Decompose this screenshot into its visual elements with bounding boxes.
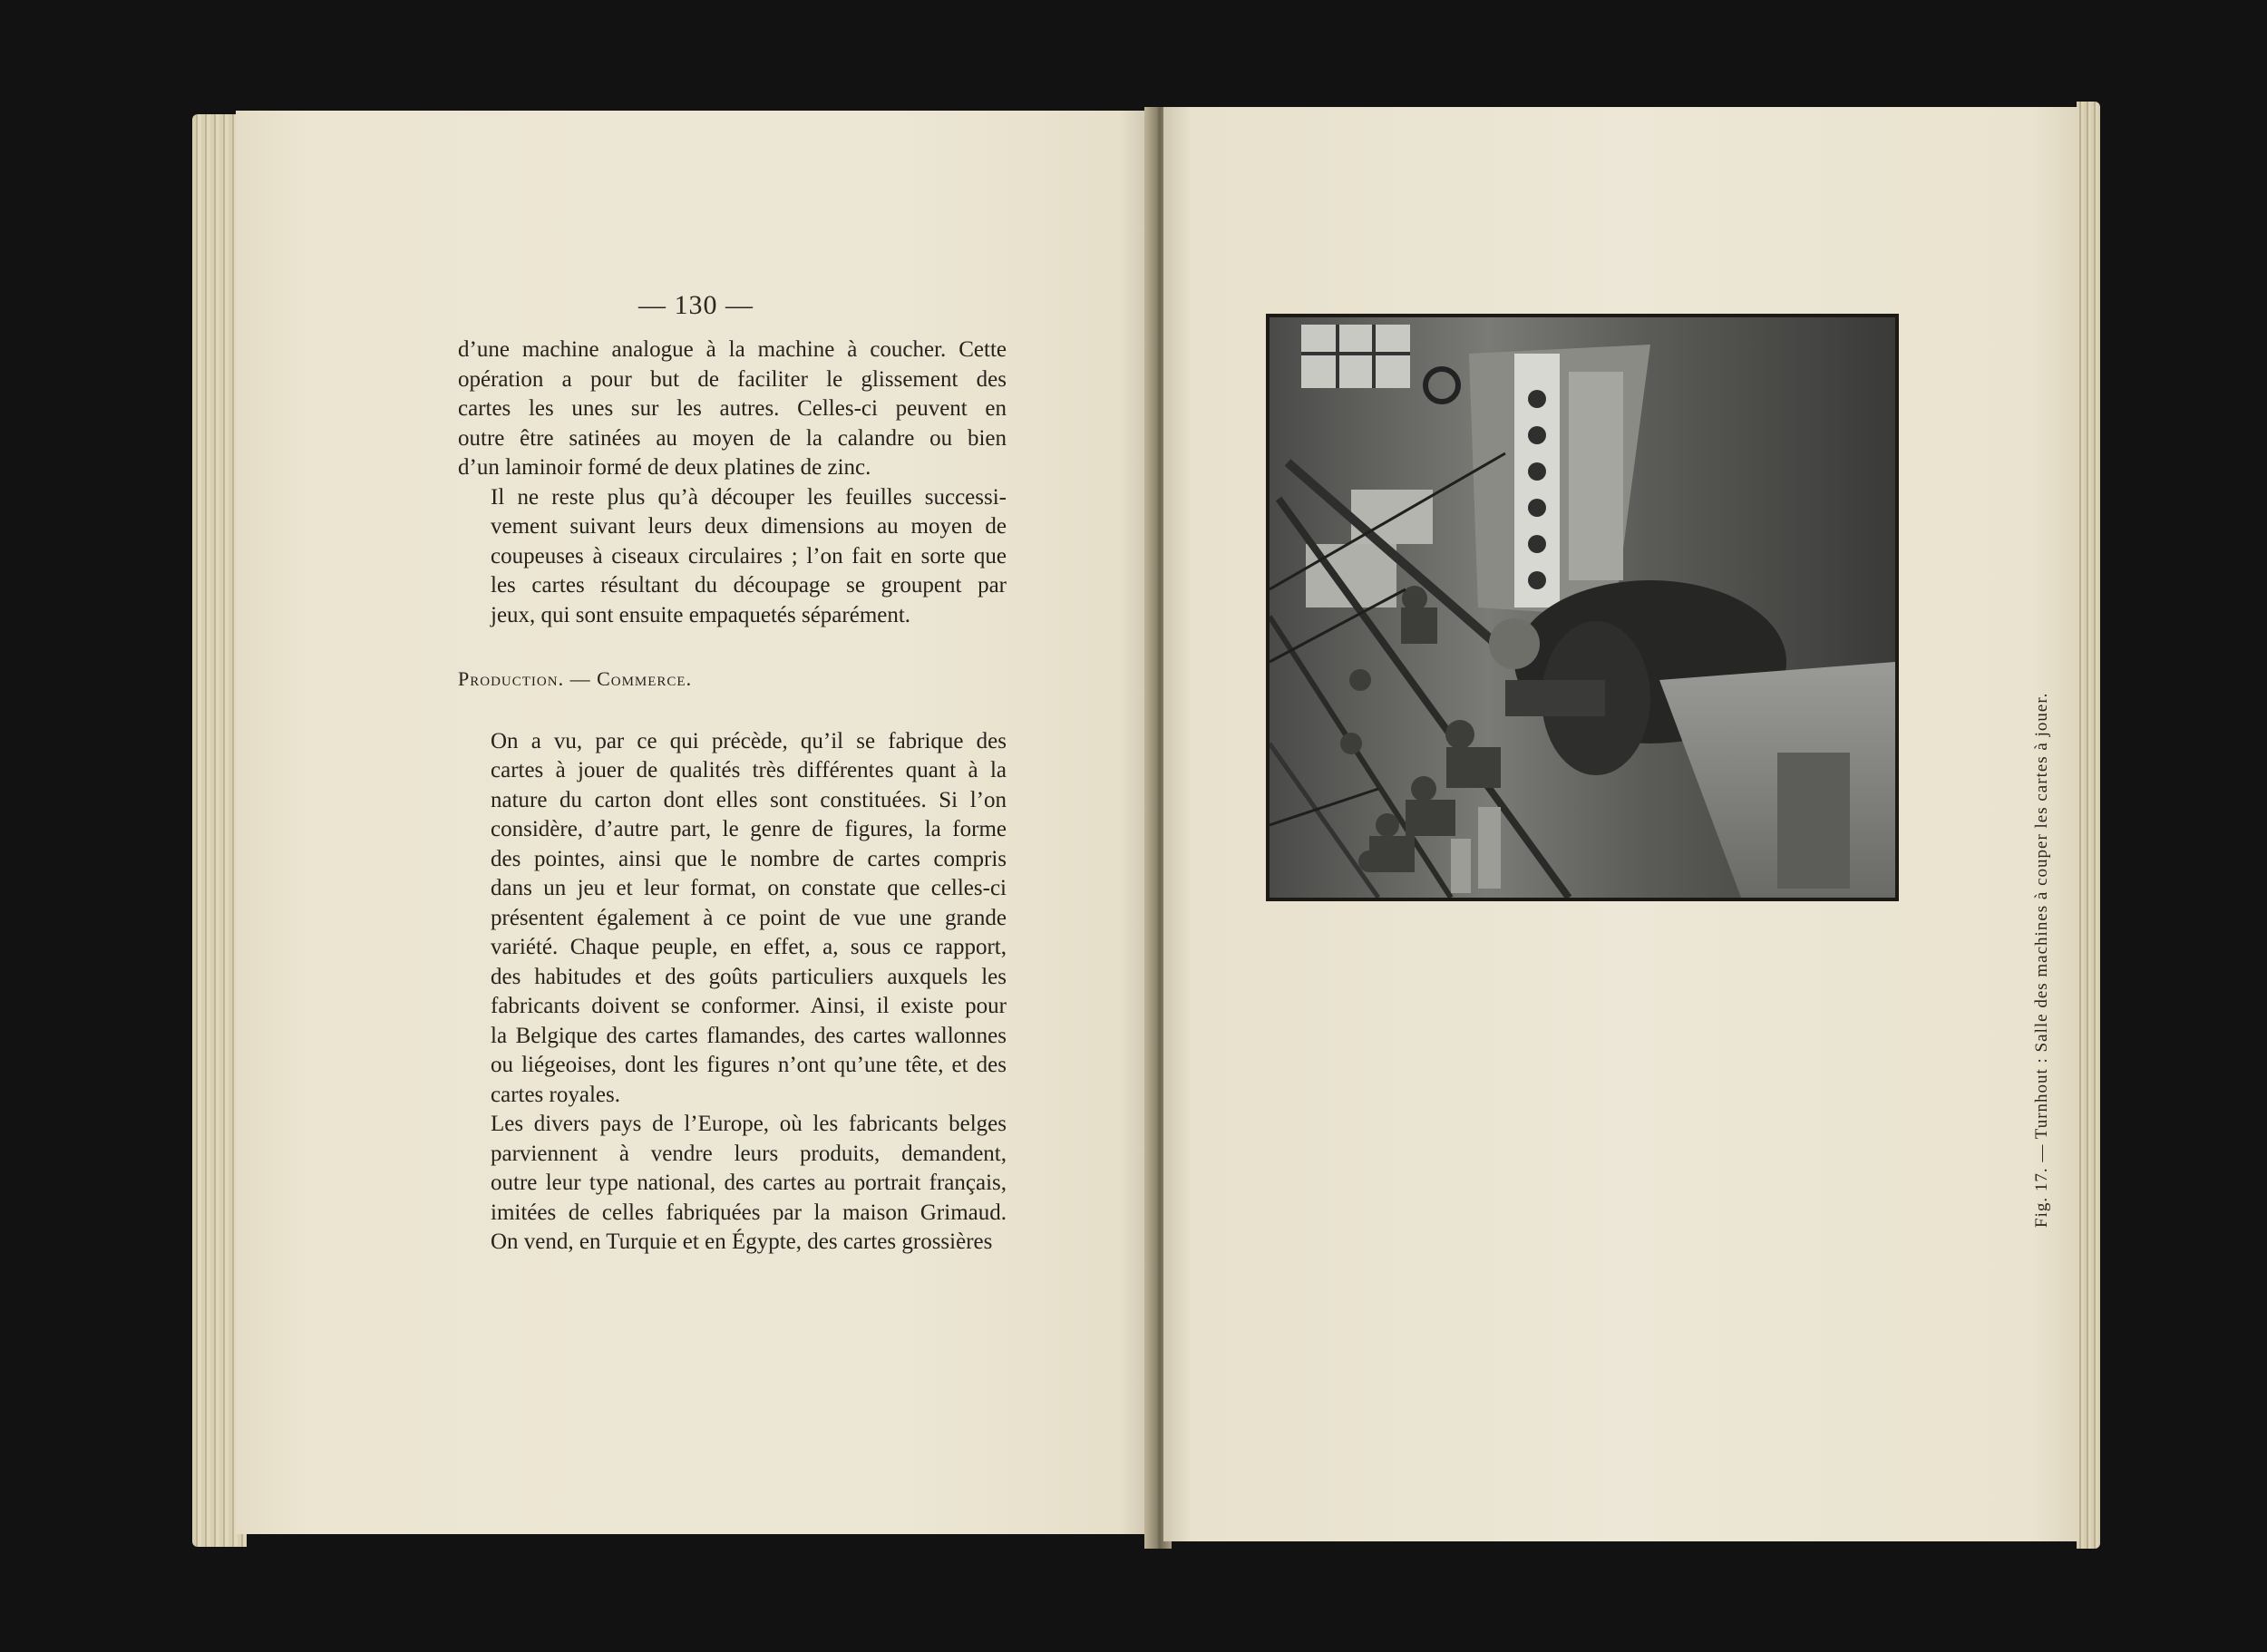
text-line: opération a pour but de faciliter le glissement des bbox=[458, 366, 1007, 392]
paragraph bbox=[458, 483, 1007, 631]
text-line: d’un laminoir formé de deux platines de zinc. bbox=[458, 455, 871, 480]
text-line: considère, d’autre part, le genre de figures, la forme bbox=[491, 817, 1007, 841]
factory-machine-room-photo bbox=[1270, 317, 1895, 898]
text-line: des habitudes et des goûts particuliers auxquels les bbox=[491, 964, 1007, 989]
text-line: ou liégeoises, dont les figures n’ont qu’une tête, et des bbox=[491, 1053, 1007, 1077]
right-page bbox=[1163, 107, 2079, 1541]
text-line: Les divers pays de l’Europe, où les fabricants belges bbox=[491, 1112, 1007, 1136]
text-line: les cartes résultant du découpage se groupent par bbox=[491, 573, 1007, 598]
text-line: imitées de celles fabriquées par la maison Grimaud. bbox=[491, 1200, 1007, 1225]
paragraph bbox=[458, 727, 1007, 1111]
text-line: fabricants doivent se conformer. Ainsi, il existe pour bbox=[491, 994, 1007, 1018]
text-line: vement suivant leurs deux dimensions au moyen de bbox=[491, 514, 1007, 539]
text-line: On vend, en Turquie et en Égypte, des cartes grossières bbox=[491, 1229, 993, 1254]
text-line: cartes les unes sur les autres. Celles-ci peuvent en bbox=[458, 396, 1007, 421]
text-line: outre leur type national, des cartes au portrait français, bbox=[491, 1171, 1007, 1195]
text-line: On a vu, par ce qui précède, qu’il se fabrique des bbox=[491, 728, 1007, 753]
text-line: nature du carton dont elles sont constituées. Si l’on bbox=[491, 787, 1007, 812]
section-heading: Production. — Commerce. bbox=[458, 667, 693, 690]
figure-caption: Fig. 17. — Turnhout : Salle des machines à couper les cartes à jouer. bbox=[2032, 692, 2051, 1228]
text-line: cartes à jouer de qualités très différentes quant à la bbox=[491, 758, 1007, 782]
page-number: — 130 — bbox=[638, 290, 754, 320]
text-line: outre être satinées au moyen de la calandre ou bien bbox=[458, 425, 1007, 451]
right-page-edges bbox=[2077, 102, 2100, 1549]
text-line: la Belgique des cartes flamandes, des cartes wallonnes bbox=[491, 1023, 1007, 1048]
text-line: jeux, qui sont ensuite empaquetés séparément. bbox=[491, 602, 911, 627]
paragraph bbox=[458, 335, 1007, 483]
left-page-text bbox=[458, 335, 1007, 1258]
left-page bbox=[236, 111, 1156, 1534]
text-line: cartes royales. bbox=[491, 1082, 620, 1107]
photo-plate bbox=[1266, 314, 1899, 901]
text-line: présentent également à ce point de vue une grande bbox=[491, 905, 1007, 930]
text-line: Il ne reste plus qu’à découper les feuilles successi- bbox=[491, 484, 1007, 510]
text-line: dans un jeu et leur format, on constate que celles-ci bbox=[491, 876, 1007, 900]
text-line: variété. Chaque peuple, en effet, a, sous ce rapport, bbox=[491, 935, 1007, 959]
paragraph bbox=[458, 1110, 1007, 1258]
text-line: parviennent à vendre leurs produits, demandent, bbox=[491, 1141, 1007, 1166]
text-line: d’une machine analogue à la machine à coucher. Cette bbox=[458, 337, 1007, 362]
text-line: coupeuses à ciseaux circulaires ; l’on fait en sorte que bbox=[491, 543, 1007, 568]
text-line: des pointes, ainsi que le nombre de cartes compris bbox=[491, 846, 1007, 871]
